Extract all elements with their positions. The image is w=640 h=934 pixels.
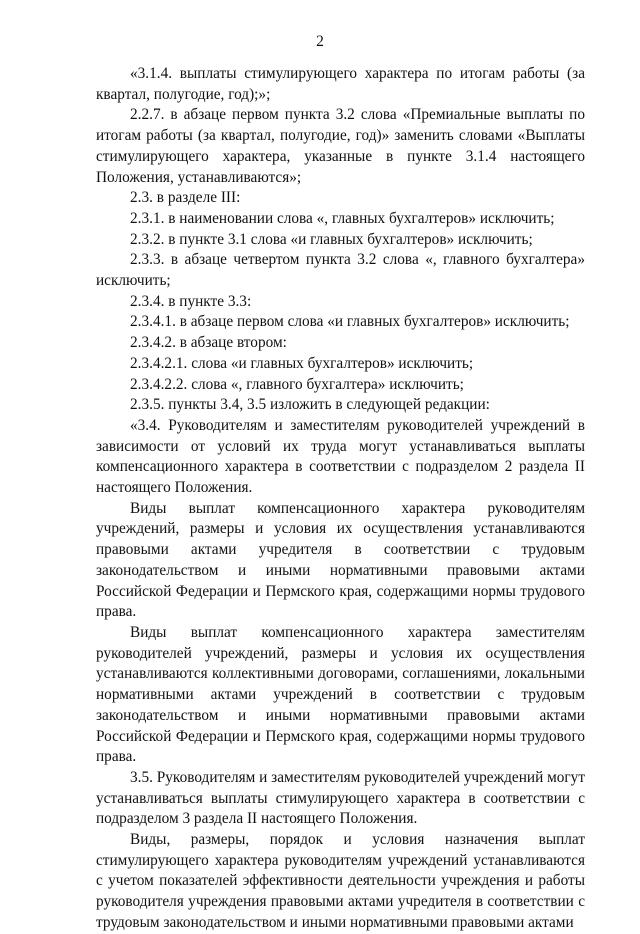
paragraph: 2.3.4.2.2. слова «, главного бухгалтера» исключить; xyxy=(130,375,464,393)
document-body xyxy=(96,64,585,934)
paragraph: 2.3.1. в наименовании слова «, главных бухгалтеров» исключить; xyxy=(130,209,555,227)
paragraph: Виды выплат компенсационного характера заместителям руководителей учреждений, размеры и условия их осуществления устанавливаются коллективными договорами, соглашениями, локальными нормативными актами учреждений в соответствии с трудовым законодательством и иными нормативными правовыми актами Российской Федерации и Пермского края, содержащими нормы трудового права. xyxy=(96,623,585,766)
paragraph: 2.3.5. пункты 3.4, 3.5 изложить в следующей редакции: xyxy=(130,396,490,414)
paragraph: 2.3.3. в абзаце четвертом пункта 3.2 слова «, главного бухгалтера» исключить; xyxy=(96,251,585,290)
page-number: 2 xyxy=(316,33,324,50)
paragraph: 3.5. Руководителям и заместителям руководителей учреждений могут устанавливаться выплаты стимулирующего характера в соответствии с подразделом 3 раздела II настоящего Положения. xyxy=(96,768,586,828)
paragraph: 2.3.4.2. в абзаце втором: xyxy=(130,334,287,352)
paragraph: 2.3.4. в пункте 3.3: xyxy=(130,292,252,310)
paragraph: 2.3. в разделе III: xyxy=(130,189,241,207)
paragraph: «3.1.4. выплаты стимулирующего характера по итогам работы (за квартал, полугодие, год);»; xyxy=(96,65,585,103)
paragraph: «3.4. Руководителям и заместителям руководителей учреждений в зависимости от условий их труда могут устанавливаться выплаты компенсационного характера в соответствии с подразделом 2 раздела II настоящего Положения. xyxy=(96,416,585,497)
paragraph: 2.3.4.2.1. слова «и главных бухгалтеров» исключить; xyxy=(130,354,474,372)
paragraph: Виды выплат компенсационного характера руководителям учреждений, размеры и условия их осуществления устанавливаются правовыми актами учредителя в соответствии с трудовым законодательством и иными нормативными правовыми актами Российской Федерации и Пермского края, содержащими нормы трудового права. xyxy=(96,499,585,621)
paragraph: Виды, размеры, порядок и условия назначения выплат стимулирующего характера руководителям учреждений устанавливаются с учетом показателей эффективности деятельности учреждения и работы руководителя учреждения правовыми актами учредителя в соответствии с трудовым законодательством и иными нормативными правовыми актами xyxy=(96,831,585,931)
paragraph: 2.3.2. в пункте 3.1 слова «и главных бухгалтеров» исключить; xyxy=(130,230,533,248)
paragraph: 2.3.4.1. в абзаце первом слова «и главных бухгалтеров» исключить; xyxy=(130,313,570,331)
paragraph: 2.2.7. в абзаце первом пункта 3.2 слова «Премиальные выплаты по итогам работы (за квартал, полугодие, год)» заменить словами «Выплаты стимулирующего характера, указанные в пункте 3.1.4 настоящего Положения, устанавливаются»; xyxy=(96,106,585,186)
